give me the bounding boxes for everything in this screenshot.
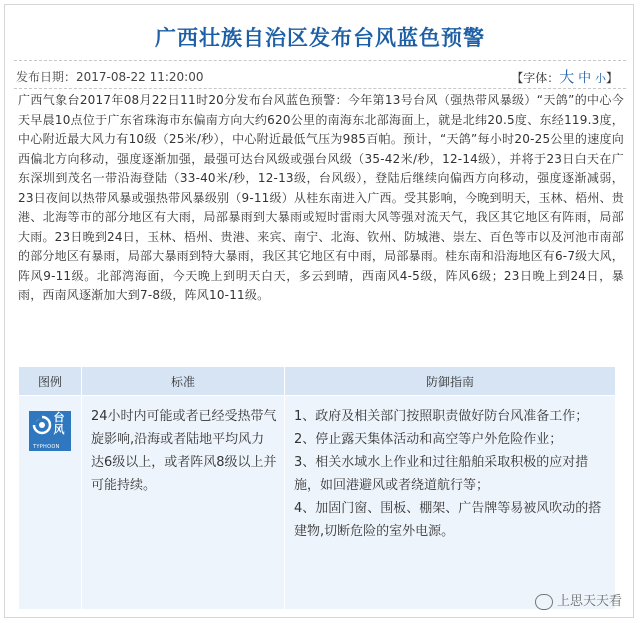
typhoon-blue-warning-icon (29, 411, 71, 451)
guide-item: 1、政府及相关部门按照职责做好防台风准备工作； (294, 409, 589, 424)
publish-date-value: 2017-08-22 11:20:00 (76, 70, 204, 84)
meta-divider (14, 88, 626, 89)
table-header-row (19, 367, 616, 396)
wechat-icon (535, 594, 553, 610)
font-size-large-link[interactable]: 大 (559, 68, 575, 86)
standard-cell (82, 396, 285, 610)
guide-cell (285, 396, 616, 610)
legend-cell (19, 396, 82, 610)
article-meta (16, 66, 624, 86)
title-divider (14, 60, 626, 61)
publish-date-label: 发布日期： (16, 70, 77, 84)
header-legend: 图例 (19, 367, 82, 396)
guide-item: 2、停止露天集体活动和高空等户外危险作业； (294, 432, 563, 447)
typhoon-icon-sublabel: TYPHOON (33, 444, 60, 450)
standard-text: 24小时内可能或者已经受热带气旋影响,沿海或者陆地平均风力达6级以上，或者阵风8级以上并可能持续。 (91, 409, 277, 493)
table-row (19, 396, 616, 610)
font-size-switcher (511, 66, 618, 87)
publish-date (16, 68, 203, 85)
article-title: 广西壮族自治区发布台风蓝色预警 (155, 26, 485, 50)
font-size-small-link[interactable]: 小 (594, 72, 606, 85)
font-size-medium-link[interactable]: 中 (578, 71, 592, 86)
typhoon-icon-label: 台风 (53, 411, 65, 436)
header-standard: 标准 (82, 367, 285, 396)
guide-item: 3、相关水域水上作业和过往船舶采取积极的应对措施，如回港避风或者绕道航行等； (294, 455, 589, 493)
font-size-open: 【字体： (511, 71, 560, 85)
header-guide: 防御指南 (285, 367, 616, 396)
font-size-close: 】 (605, 71, 618, 85)
guide-item: 4、加固门窗、围板、棚架、广告牌等易被风吹动的搭建物,切断危险的室外电源。 (294, 501, 602, 539)
warning-table (18, 366, 616, 610)
guide-list (286, 397, 614, 543)
article-body: 广西气象台2017年08月22日11时20分发布台风蓝色预警：今年第13号台风（强热带风暴级）“天鸽”的中心今天早晨10点位于广东省珠海市东偏南方向大约620公里的南海东北部海面上，就是北纬20.5度、东经119.3度，中心附近最大风力有10级（25米/秒），中心附近最低气压为985百帕。预计，“天鸽”每小时20-25公里的速度向西偏北方向移动，强度逐渐加强，最强可达台风级或强台风级（35-42米/秒，12-14级），并将于23日白天在广东深圳到茂名一带沿海登陆（33-40米/秒，12-13级，台风级），登陆后继续向偏西方向移动，强度逐渐减弱，23日夜间以热带风暴或强热带风暴级别（9-11级）从桂东南进入广西。受其影响，今晚到明天，玉林、梧州、贵港、北海等市的部分地区有大雨，局部暴雨到大暴雨或短时雷雨大风等强对流天气，我区其它地区有阵雨，局部大雨。23日晚到24日，玉林、梧州、贵港、来宾、南宁、北海、钦州、防城港、崇左、百色等市以及河池市南部的部分地区有暴雨，局部大暴雨到特大暴雨，我区其它地区有中雨，局部暴雨。桂东南和沿海地区有6-7级大风，阵风9-11级。北部湾海面，今天晚上到明天白天，多云到晴，西南风4-5级，阵风6级；23日晚上到24日，暴雨，西南风逐渐加大到7-8级，阵风10-11级。 (18, 93, 624, 302)
watermark (535, 590, 622, 610)
watermark-text: 上思天天看 (556, 594, 622, 609)
